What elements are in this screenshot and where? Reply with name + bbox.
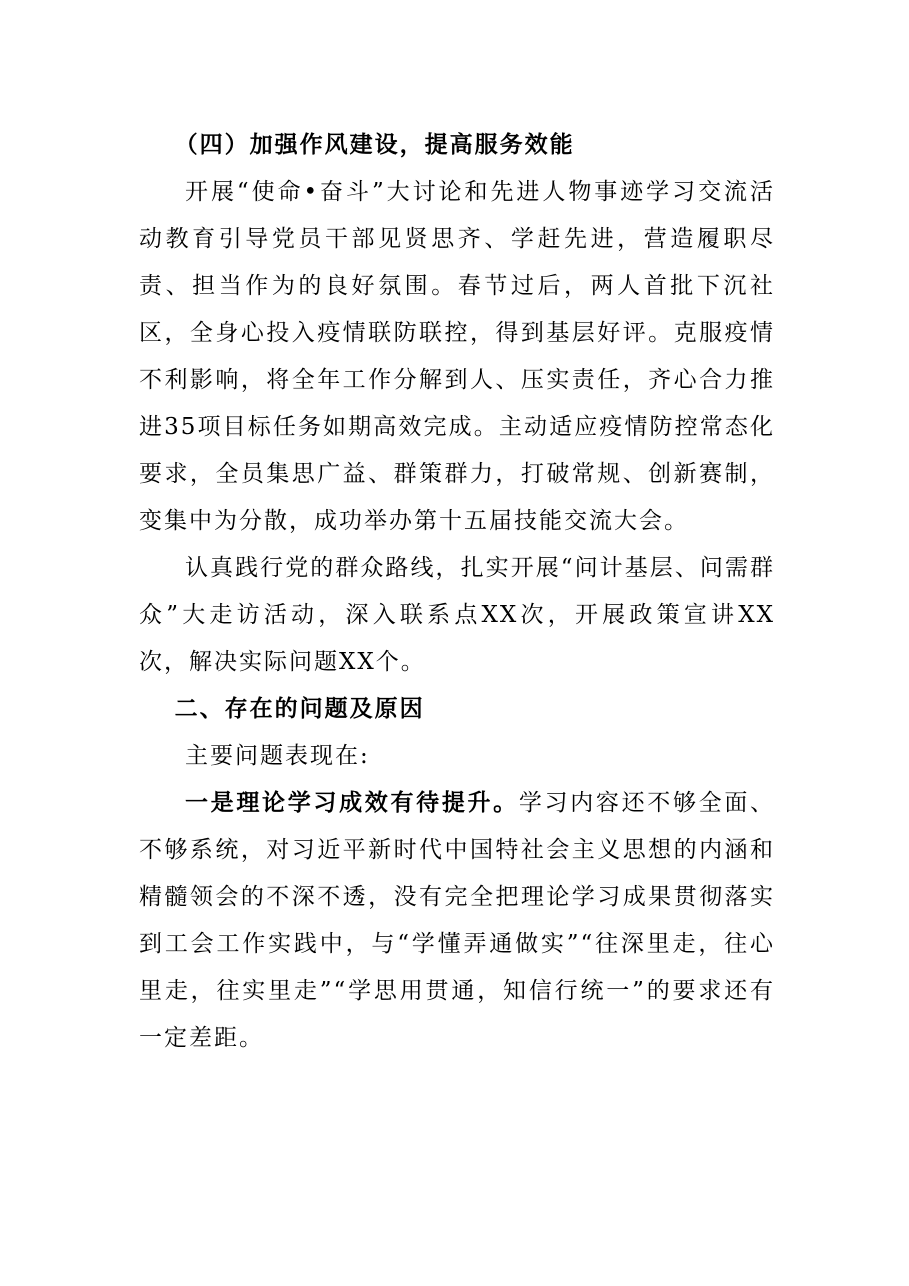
intro-line: 主要问题表现在: <box>185 743 370 769</box>
section4-paragraph-1: 开展“使命•奋斗”大讨论和先进人物事迹学习交流活动教育引导党员干部见贤思齐、学赶先进，营造履职尽责、担当作为的良好氛围。春节过后，两人首批下沉社区，全身心投入疫情联防联控，得到基层好评。克服疫情不利影响，将全年工作分解到人、压实责任，齐心合力推进35项目标任务如期高效完成。主动适应疫情防控常态化要求，全员集思广益、群策群力，打破常规、创新赛制，变集中为分散，成功举办第十五届技能交流大会。 <box>139 179 775 534</box>
section4-heading: （四）加强作风建设，提高服务效能 <box>174 132 575 158</box>
document-body <box>139 122 775 1062</box>
problem-1-body: 学习内容还不够全面、不够系统，对习近平新时代中国特社会主义思想的内涵和精髓领会的不深不透，没有完全把理论学习成果贯彻落实到工会工作实践中，与“学懂弄通做实”“往深里走，往心里走，往实里走”“学思用贯通，知信行统一”的要求还有一定差距。 <box>139 790 776 1051</box>
problem-1-paragraph <box>139 780 775 1062</box>
problem-1-lead: 一是理论学习成效有待提升。 <box>185 790 519 816</box>
section4-paragraph-2: 认真践行党的群众路线，扎实开展“问计基层、问需群众”大走访活动，深入联系点XX次，开展政策宣讲XX次，解决实际问题XX个。 <box>139 555 775 675</box>
section2-heading: 二、存在的问题及原因 <box>174 696 425 722</box>
